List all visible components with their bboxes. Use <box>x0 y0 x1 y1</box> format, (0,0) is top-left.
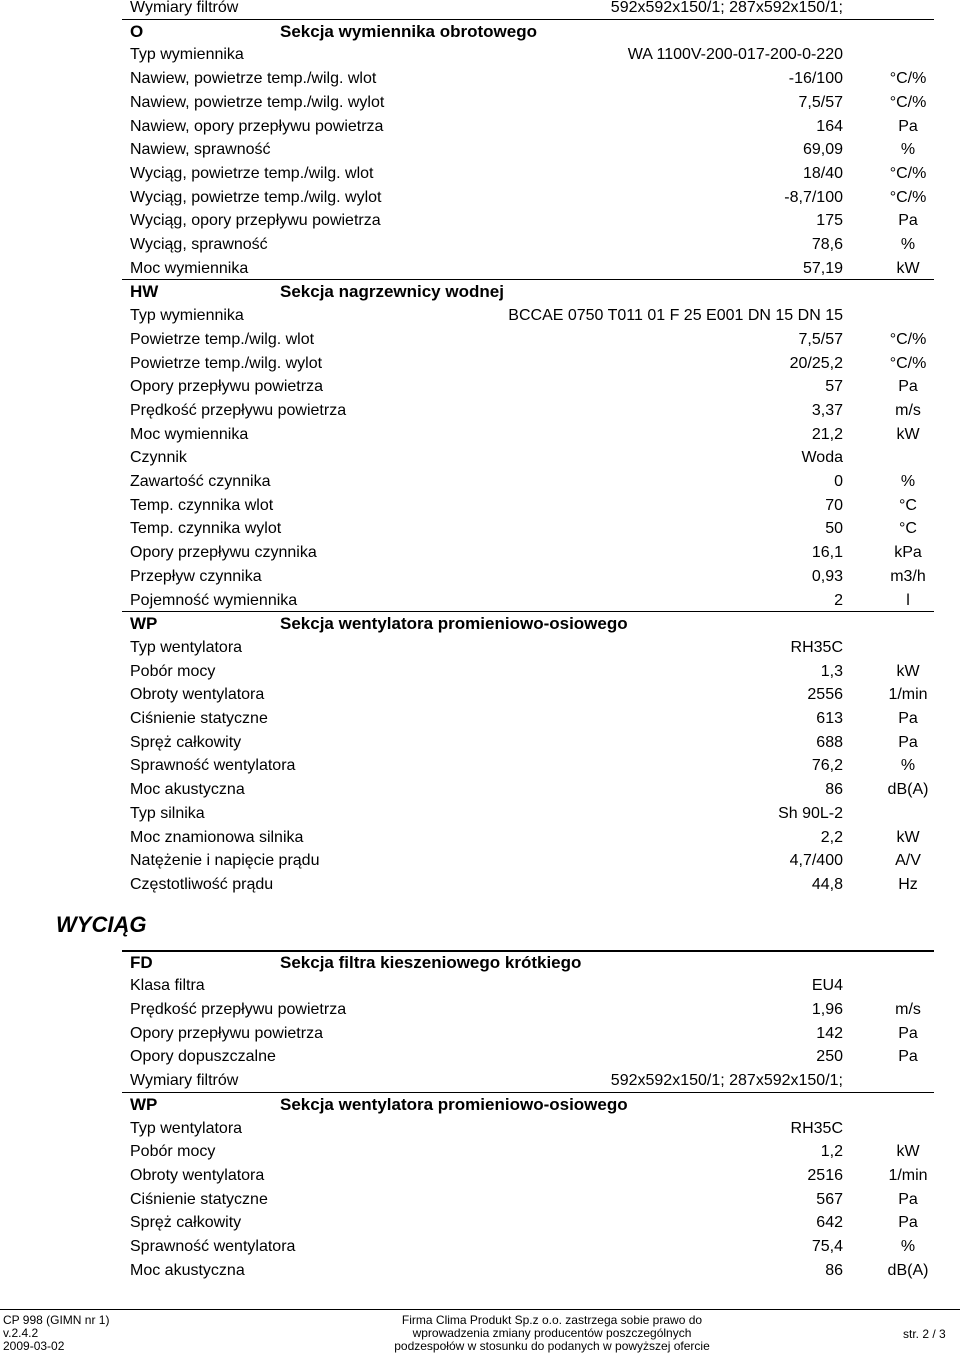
spec-label: Zawartość czynnika <box>130 473 271 490</box>
spec-unit: l <box>906 591 910 609</box>
spec-unit: °C/% <box>889 70 927 88</box>
spec-label: Temp. czynnika wlot <box>130 496 274 514</box>
spec-value: 613 <box>816 710 843 727</box>
spec-label: Nawiew, opory przepływu powietrza <box>130 117 384 135</box>
section-code: WP <box>130 1094 158 1114</box>
spec-value: 78,6 <box>811 236 843 253</box>
spec-value: Sh 90L-2 <box>778 804 843 822</box>
spec-row <box>0 803 960 825</box>
spec-row <box>0 471 960 493</box>
spec-unit: °C <box>899 496 917 514</box>
spec-row <box>0 1141 960 1163</box>
spec-unit: % <box>900 1238 916 1255</box>
spec-label: Wymiary filtrów <box>130 0 239 16</box>
spec-value: 2,2 <box>820 828 843 846</box>
spec-value: Woda <box>801 449 843 467</box>
spec-row <box>0 732 960 754</box>
spec-row <box>0 495 960 517</box>
spec-label: Pobór mocy <box>130 1143 216 1161</box>
spec-unit: 1/min <box>888 686 928 704</box>
footer-disclaimer <box>392 1314 712 1353</box>
spec-label: Obroty wentylatora <box>130 1166 265 1184</box>
spec-unit: % <box>900 757 916 775</box>
section-header <box>0 1094 960 1116</box>
spec-value: 592x592x150/1; 287x592x150/1; <box>610 1072 843 1090</box>
spec-label: Ciśnienie statyczne <box>130 710 268 727</box>
spec-label: Wyciąg, powietrze temp./wilg. wylot <box>130 188 382 206</box>
spec-label: Sprawność wentylatora <box>130 757 296 775</box>
spec-value: RH35C <box>790 1119 843 1137</box>
spec-row <box>0 116 960 138</box>
spec-value: 3,37 <box>811 401 843 419</box>
spec-row <box>0 1165 960 1187</box>
spec-unit: °C/% <box>889 354 927 372</box>
footer-disclaimer-line: Firma Clima Produkt Sp.z o.o. zastrzega sobie prawo do <box>401 1313 703 1327</box>
section-title: Sekcja wymiennika obrotowego <box>280 21 537 41</box>
spec-value: 642 <box>816 1214 843 1232</box>
spec-label: Wyciąg, sprawność <box>130 236 268 253</box>
spec-unit: °C/% <box>889 188 927 206</box>
spec-value: 76,2 <box>811 757 843 775</box>
spec-label: Spręż całkowity <box>130 733 242 751</box>
spec-unit: kW <box>896 828 920 846</box>
spec-row <box>0 424 960 446</box>
spec-label: Pobór mocy <box>130 662 216 680</box>
spec-label: Typ silnika <box>130 804 205 822</box>
spec-label: Pojemność wymiennika <box>130 591 298 609</box>
spec-row <box>0 637 960 659</box>
spec-unit: kW <box>896 662 920 680</box>
spec-value: 0,93 <box>811 567 843 585</box>
spec-value: 57 <box>825 378 843 396</box>
spec-label: Moc wymiennika <box>130 259 249 277</box>
spec-label: Wyciąg, opory przepływu powietrza <box>130 212 381 230</box>
spec-row <box>0 755 960 777</box>
spec-label: Temp. czynnika wylot <box>130 520 282 538</box>
spec-label: Nawiew, powietrze temp./wilg. wylot <box>130 93 385 111</box>
spec-unit: m/s <box>895 1001 921 1018</box>
section-divider <box>122 19 934 20</box>
section-header <box>0 952 960 974</box>
spec-label: Moc akustyczna <box>130 1261 245 1279</box>
spec-unit: m/s <box>895 401 921 419</box>
spec-value: 86 <box>825 1261 843 1279</box>
spec-row <box>0 999 960 1021</box>
spec-value: 21,2 <box>811 425 843 443</box>
spec-value: 20/25,2 <box>789 354 843 372</box>
spec-label: Moc akustyczna <box>130 781 245 799</box>
spec-label: Typ wymiennika <box>130 307 244 325</box>
footer-divider <box>0 1309 960 1310</box>
spec-unit: Pa <box>898 1214 918 1232</box>
spec-row <box>0 447 960 469</box>
spec-row <box>0 1070 960 1092</box>
spec-value: WA 1100V-200-017-200-0-220 <box>627 46 843 64</box>
spec-row <box>0 874 960 896</box>
spec-row <box>0 210 960 232</box>
spec-label: Nawiew, sprawność <box>130 141 271 159</box>
spec-unit: °C/% <box>889 330 927 348</box>
spec-label: Przepływ czynnika <box>130 567 262 585</box>
spec-row <box>0 708 960 730</box>
spec-label: Moc wymiennika <box>130 425 249 443</box>
spec-row <box>0 400 960 422</box>
spec-label: Ciśnienie statyczne <box>130 1190 268 1208</box>
spec-value: 4,7/400 <box>789 852 843 870</box>
spec-value: 75,4 <box>811 1238 843 1255</box>
spec-unit: kPa <box>894 544 922 562</box>
spec-row <box>0 1212 960 1234</box>
spec-label: Prędkość przepływu powietrza <box>130 1001 347 1018</box>
spec-label: Spręż całkowity <box>130 1214 242 1232</box>
spec-unit: °C/% <box>889 164 927 182</box>
section-code: FD <box>130 952 153 972</box>
spec-row <box>0 44 960 66</box>
section-header <box>0 613 960 635</box>
spec-row <box>0 0 960 19</box>
spec-row <box>0 68 960 90</box>
spec-label: Sprawność wentylatora <box>130 1238 296 1255</box>
spec-value: 50 <box>825 520 843 538</box>
spec-value: 7,5/57 <box>798 330 843 348</box>
spec-label: Powietrze temp./wilg. wlot <box>130 330 315 348</box>
spec-label: Typ wentylatora <box>130 638 243 656</box>
spec-value: 70 <box>825 496 843 514</box>
section-group-title: WYCIĄG <box>56 912 147 937</box>
spec-row <box>0 1260 960 1282</box>
spec-label: Opory dopuszczalne <box>130 1048 276 1066</box>
spec-label: Czynnik <box>130 449 187 467</box>
spec-label: Opory przepływu powietrza <box>130 1024 323 1042</box>
spec-label: Opory przepływu powietrza <box>130 378 323 396</box>
spec-row <box>0 827 960 849</box>
footer-doc-code: CP 998 (GIMN nr 1) <box>3 1313 110 1327</box>
spec-label: Typ wentylatora <box>130 1119 243 1137</box>
spec-row <box>0 353 960 375</box>
spec-row <box>0 779 960 801</box>
spec-value: 688 <box>816 733 843 751</box>
spec-row <box>0 590 960 612</box>
spec-label: Wymiary filtrów <box>130 1072 239 1090</box>
section-divider <box>122 279 934 280</box>
footer-version: v.2.4.2 <box>3 1326 39 1340</box>
spec-label: Opory przepływu czynnika <box>130 544 317 562</box>
spec-row <box>0 566 960 588</box>
spec-unit: Pa <box>898 710 918 727</box>
spec-value: 44,8 <box>811 875 843 893</box>
spec-row <box>0 1236 960 1258</box>
spec-label: Częstotliwość prądu <box>130 875 274 893</box>
spec-value: 1,96 <box>811 1001 843 1018</box>
spec-value: 2556 <box>807 686 843 704</box>
spec-unit: Hz <box>898 875 918 893</box>
spec-row <box>0 1118 960 1140</box>
spec-unit: kW <box>896 259 920 277</box>
section-code: WP <box>130 614 158 634</box>
spec-value: 86 <box>825 781 843 799</box>
spec-value: -8,7/100 <box>784 188 843 206</box>
footer-page-number: str. 2 / 3 <box>903 1327 946 1341</box>
spec-unit: dB(A) <box>887 781 929 799</box>
spec-label: Powietrze temp./wilg. wylot <box>130 354 323 372</box>
spec-row <box>0 661 960 683</box>
spec-label: Obroty wentylatora <box>130 686 265 704</box>
section-header <box>0 21 960 43</box>
spec-row <box>0 234 960 256</box>
spec-row <box>0 1189 960 1211</box>
section-divider <box>122 1092 934 1093</box>
spec-row <box>0 975 960 997</box>
spec-value: 18/40 <box>802 164 843 182</box>
spec-label: Prędkość przepływu powietrza <box>130 401 347 419</box>
spec-unit: kW <box>896 1143 920 1161</box>
spec-label: Natężenie i napięcie prądu <box>130 852 320 870</box>
spec-row <box>0 92 960 114</box>
spec-unit: Pa <box>898 117 918 135</box>
spec-value: 57,19 <box>802 259 843 277</box>
spec-value: RH35C <box>790 638 843 656</box>
spec-row <box>0 187 960 209</box>
spec-row <box>0 258 960 280</box>
section-title: Sekcja wentylatora promieniowo-osiowego <box>280 1094 628 1114</box>
spec-row <box>0 376 960 398</box>
spec-row <box>0 1023 960 1045</box>
spec-value: 175 <box>816 212 843 230</box>
spec-unit: Pa <box>898 733 918 751</box>
spec-row <box>0 1046 960 1068</box>
spec-value: 7,5/57 <box>798 93 843 111</box>
spec-value: 69,09 <box>802 141 843 159</box>
spec-value: 250 <box>816 1048 843 1066</box>
spec-row <box>0 684 960 706</box>
spec-value: 1,2 <box>820 1143 843 1161</box>
section-title: Sekcja filtra kieszeniowego krótkiego <box>280 952 582 972</box>
spec-unit: A/V <box>895 852 921 870</box>
spec-value: 592x592x150/1; 287x592x150/1; <box>610 0 843 16</box>
spec-label: Klasa filtra <box>130 977 205 995</box>
spec-value: 142 <box>816 1024 843 1042</box>
spec-unit: dB(A) <box>887 1261 929 1279</box>
spec-value: 2516 <box>807 1166 843 1184</box>
spec-value: 0 <box>834 473 843 490</box>
spec-value: 2 <box>834 591 843 609</box>
spec-unit: % <box>900 473 916 490</box>
spec-unit: 1/min <box>888 1166 928 1184</box>
spec-unit: % <box>900 236 916 253</box>
spec-unit: °C <box>899 520 917 538</box>
spec-value: 164 <box>816 117 843 135</box>
section-code: O <box>130 21 144 41</box>
section-code: HW <box>130 282 159 302</box>
spec-unit: Pa <box>898 1190 918 1208</box>
spec-value: 1,3 <box>820 662 843 680</box>
spec-unit: % <box>900 141 916 159</box>
spec-unit: Pa <box>898 1048 918 1066</box>
section-title: Sekcja wentylatora promieniowo-osiowego <box>280 614 628 634</box>
spec-row <box>0 542 960 564</box>
spec-label: Typ wymiennika <box>130 46 244 64</box>
spec-label: Nawiew, powietrze temp./wilg. wlot <box>130 70 377 88</box>
spec-row <box>0 518 960 540</box>
spec-row <box>0 850 960 872</box>
section-header <box>0 281 960 303</box>
spec-label: Moc znamionowa silnika <box>130 828 304 846</box>
spec-row <box>0 163 960 185</box>
spec-unit: °C/% <box>889 93 927 111</box>
footer-document-info <box>3 1314 109 1353</box>
spec-row <box>0 305 960 327</box>
spec-row <box>0 139 960 161</box>
spec-value: 16,1 <box>811 544 843 562</box>
spec-value: 567 <box>816 1190 843 1208</box>
spec-unit: Pa <box>898 378 918 396</box>
footer-date: 2009-03-02 <box>3 1339 65 1353</box>
footer-disclaimer-line: wprowadzenia zmiany producentów poszczególnych <box>412 1326 692 1340</box>
spec-unit: Pa <box>898 212 918 230</box>
spec-unit: kW <box>896 425 920 443</box>
spec-value: -16/100 <box>788 70 843 88</box>
spec-label: Wyciąg, powietrze temp./wilg. wlot <box>130 164 374 182</box>
section-title: Sekcja nagrzewnicy wodnej <box>280 282 504 302</box>
footer-disclaimer-line: podzespołów w stosunku do podanych w powyższej ofercie <box>394 1339 710 1353</box>
spec-value: EU4 <box>811 977 843 995</box>
spec-unit: m3/h <box>890 567 926 585</box>
spec-unit: Pa <box>898 1024 918 1042</box>
section-divider <box>122 611 934 612</box>
spec-value: BCCAE 0750 T011 01 F 25 E001 DN 15 DN 15 <box>508 307 843 325</box>
group-divider <box>122 951 934 952</box>
spec-row <box>0 329 960 351</box>
